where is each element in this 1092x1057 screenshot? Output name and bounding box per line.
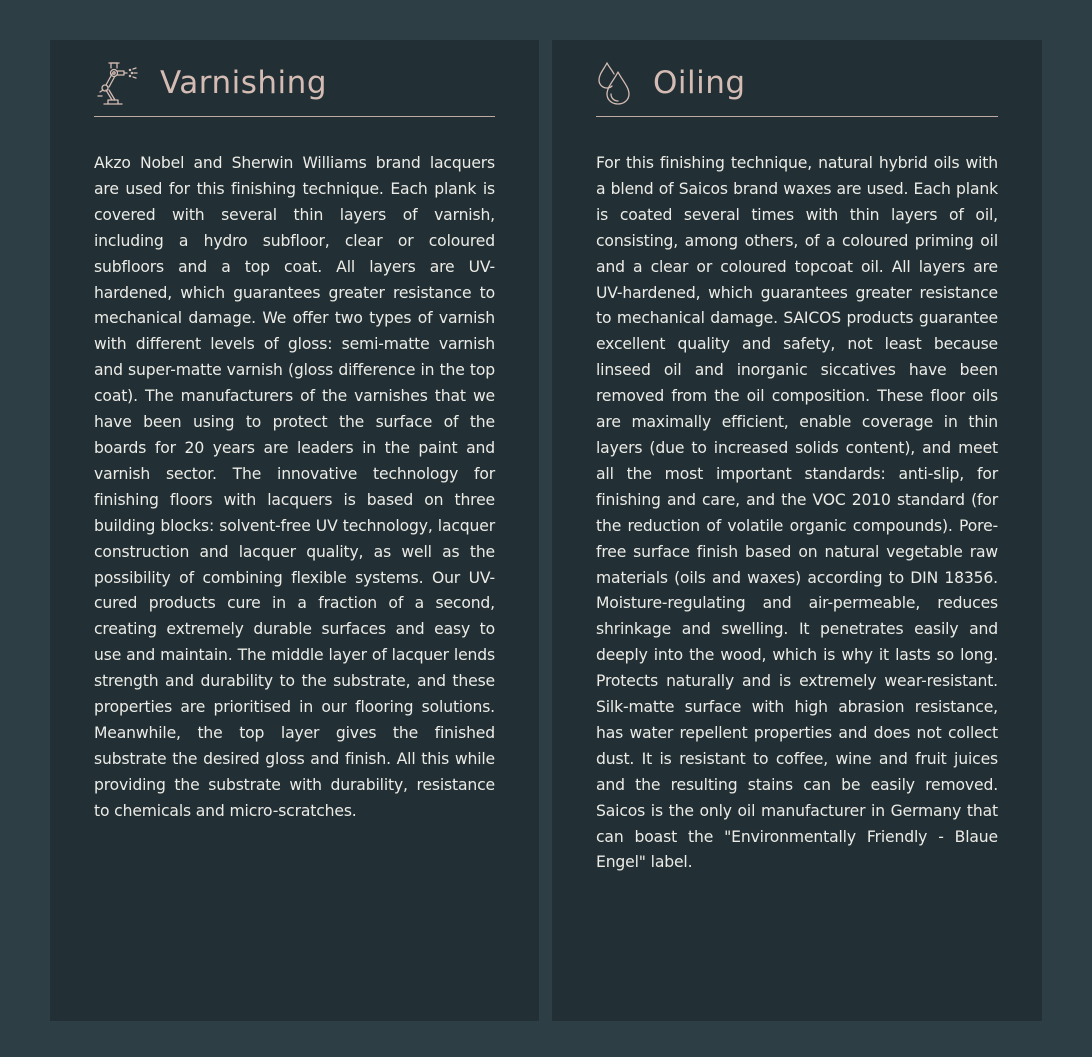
oiling-header [596,40,998,117]
oiling-description: For this finishing technique, natural hybrid oils with a blend of Saicos brand waxes are used. Each plank is coated several times with thin layers of oil, consisting, among others, of a coloured priming oil and a clear or coloured topcoat oil. All layers are UV-hardened, which guarantees greater resistance to mechanical damage. SAICOS products guarantee excellent quality and safety, not least because linseed oil and inorganic siccatives have been removed from the oil composition. These floor oils are maximally efficient, enable coverage in thin layers (due to increased solids content), and meet all the most important standards: anti-slip, for finishing and care, and the VOC 2010 standard (for the reduction of volatile organic compounds). Pore-free surface finish based on natural vegetable raw materials (oils and waxes) according to DIN 18356. Moisture-regulating and air-permeable, reduces shrinkage and swelling. It penetrates easily and deeply into the wood, which is why it lasts so long. Protects naturally and is extremely wear-resistant. Silk-matte surface with high abrasion resistance, has water repellent properties and does not collect dust. It is resistant to coffee, wine and fruit juices and the resulting stains can be easily removed. Saicos is the only oil manufacturer in Germany that can boast the "Environmentally Friendly - Blaue Engel" label. [596,154,998,872]
varnishing-panel [50,40,539,1021]
varnishing-header [94,40,495,117]
varnishing-description: Akzo Nobel and Sherwin Williams brand lacquers are used for this finishing technique. Each plank is covered with several thin layers of varnish, including a hydro subfloor, clear or coloured subfloors and a top coat. All layers are UV-hardened, which guarantees greater resistance to mechanical damage. We offer two types of varnish with different levels of gloss: semi-matte varnish and super-matte varnish (gloss difference in the top coat). The manufacturers of the varnishes that we have been using to protect the surface of the boards for 20 years are leaders in the paint and varnish sector. The innovative technology for finishing floors with lacquers is based on three building blocks: solvent-free UV technology, lacquer construction and lacquer quality, as well as the possibility of combining flexible systems. Our UV-cured products cure in a fraction of a second, creating extremely durable surfaces and easy to use and maintain. The middle layer of lacquer lends strength and durability to the substrate, and these properties are prioritised in our flooring solutions. Meanwhile, the top layer gives the finished substrate the desired gloss and finish. All this while providing the substrate with durability, resistance to chemicals and micro-scratches. [94,154,495,820]
varnishing-title: Varnishing [160,65,327,101]
oiling-panel [552,40,1042,1021]
spray-robot-icon [94,60,138,106]
oiling-title: Oiling [653,65,746,101]
oil-drops-icon [596,60,640,106]
